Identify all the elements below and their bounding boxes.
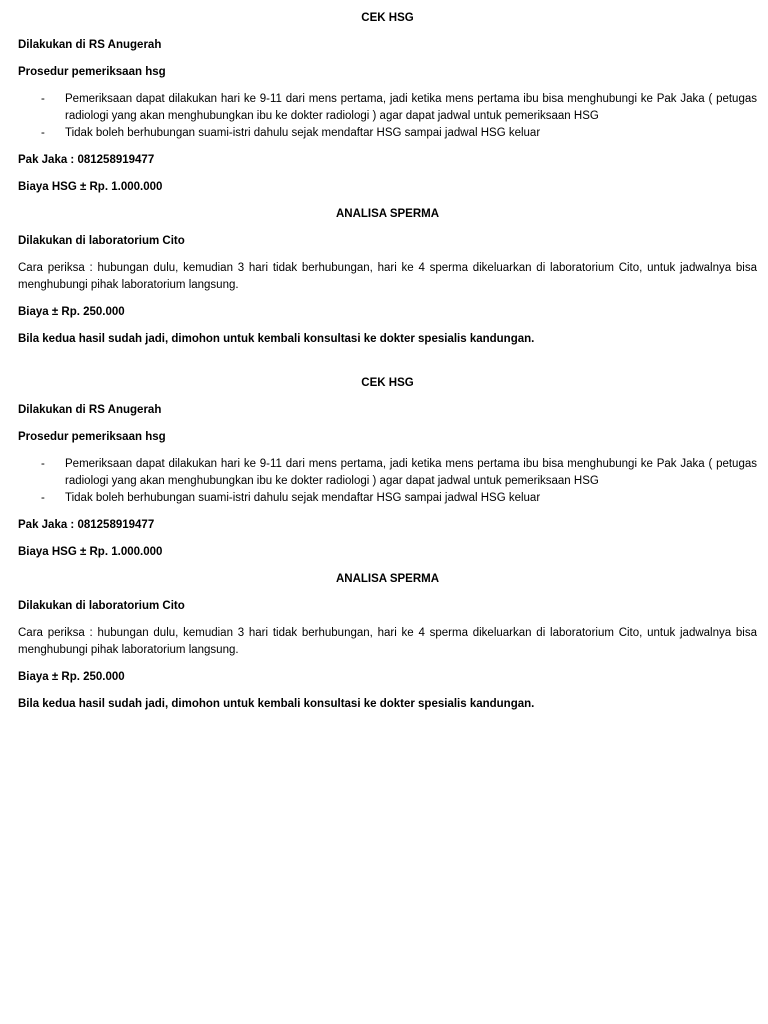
- procedure-title: Prosedur pemeriksaan hsg: [18, 431, 166, 443]
- section-2: [18, 375, 757, 713]
- sperm-analysis-heading: ANALISA SPERMA: [335, 208, 440, 220]
- hsg-heading: CEK HSG: [361, 12, 414, 24]
- contact-line: Pak Jaka : 081258919477: [18, 154, 155, 166]
- procedure-title: Prosedur pemeriksaan hsg: [18, 66, 166, 78]
- sperm-cost: Biaya ± Rp. 250.000: [18, 306, 125, 318]
- hsg-cost: Biaya HSG ± Rp. 1.000.000: [18, 546, 163, 558]
- hsg-location: Dilakukan di RS Anugerah: [18, 39, 162, 51]
- list-item-text: Pemeriksaan dapat dilakukan hari ke 9-11 dari mens pertama, jadi ketika mens pertama ibu bisa menghubungi ke Pak Jaka ( petugas radiologi yang akan menghubungkan ibu ke dokter radiologi ) agar dapat jadwal untuk pemeriksaan HSG: [65, 458, 757, 487]
- list-item-text: Tidak boleh berhubungan suami-istri dahulu sejak mendaftar HSG sampai jadwal HSG keluar: [65, 127, 541, 139]
- bullet-dash: -: [41, 93, 45, 105]
- closing-note: Bila kedua hasil sudah jadi, dimohon untuk kembali konsultasi ke dokter spesialis kandungan.: [18, 698, 535, 710]
- bullet-dash: -: [41, 492, 45, 504]
- list-item: [18, 125, 757, 142]
- procedure-list: [18, 456, 757, 507]
- sperm-method: Cara periksa : hubungan dulu, kemudian 3 hari tidak berhubungan, hari ke 4 sperma dikeluarkan di laboratorium Cito, untuk jadwalnya bisa menghubungi pihak laboratorium langsung.: [18, 627, 757, 656]
- hsg-location: Dilakukan di RS Anugerah: [18, 404, 162, 416]
- sperm-analysis-heading: ANALISA SPERMA: [335, 573, 440, 585]
- list-item-text: Pemeriksaan dapat dilakukan hari ke 9-11 dari mens pertama, jadi ketika mens pertama ibu bisa menghubungi ke Pak Jaka ( petugas radiologi yang akan menghubungkan ibu ke dokter radiologi ) agar dapat jadwal untuk pemeriksaan HSG: [65, 93, 757, 122]
- list-item: [18, 490, 757, 507]
- section-spacer: [18, 358, 757, 375]
- bullet-dash: -: [41, 458, 45, 470]
- hsg-cost: Biaya HSG ± Rp. 1.000.000: [18, 181, 163, 193]
- closing-note: Bila kedua hasil sudah jadi, dimohon untuk kembali konsultasi ke dokter spesialis kandungan.: [18, 333, 535, 345]
- list-item: [18, 91, 757, 125]
- section-1: [18, 10, 757, 348]
- sperm-location: Dilakukan di laboratorium Cito: [18, 235, 185, 247]
- sperm-cost: Biaya ± Rp. 250.000: [18, 671, 125, 683]
- list-item: [18, 456, 757, 490]
- sperm-method: Cara periksa : hubungan dulu, kemudian 3 hari tidak berhubungan, hari ke 4 sperma dikeluarkan di laboratorium Cito, untuk jadwalnya bisa menghubungi pihak laboratorium langsung.: [18, 262, 757, 291]
- sperm-location: Dilakukan di laboratorium Cito: [18, 600, 185, 612]
- contact-line: Pak Jaka : 081258919477: [18, 519, 155, 531]
- procedure-list: [18, 91, 757, 142]
- bullet-dash: -: [41, 127, 45, 139]
- list-item-text: Tidak boleh berhubungan suami-istri dahulu sejak mendaftar HSG sampai jadwal HSG keluar: [65, 492, 541, 504]
- hsg-heading: CEK HSG: [361, 377, 414, 389]
